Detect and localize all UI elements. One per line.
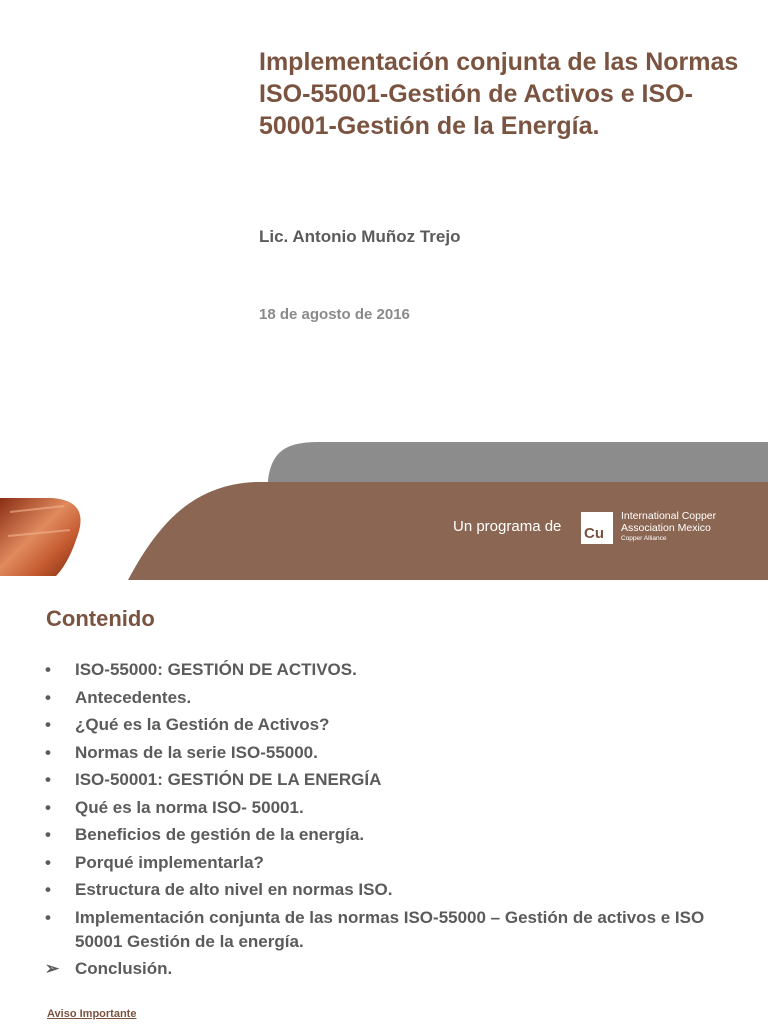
bullet-icon: • <box>45 715 51 734</box>
list-item-text: ¿Qué es la Gestión de Activos? <box>75 715 330 734</box>
bullet-icon: • <box>45 825 51 844</box>
list-item <box>45 796 735 820</box>
list-item <box>45 658 735 682</box>
org-line-1: International Copper <box>621 510 717 522</box>
org-line-2: Association Mexico <box>621 522 711 534</box>
bullet-icon: • <box>45 907 51 927</box>
contents-heading: Contenido <box>46 606 155 631</box>
copper-image <box>0 498 81 576</box>
list-item-text: Porqué implementarla? <box>75 852 264 872</box>
list-item <box>45 851 735 875</box>
list-item-text: ISO-50001: GESTIÓN DE LA ENERGÍA <box>75 770 382 789</box>
list-item <box>45 823 735 847</box>
bullet-icon: • <box>45 880 51 899</box>
list-item-text: Qué es la norma ISO- 50001. <box>75 797 304 817</box>
list-item <box>45 768 735 792</box>
list-item <box>45 686 735 710</box>
arrow-bullet-icon: ➢ <box>45 959 60 978</box>
list-item-text: ISO-55000: GESTIÓN DE ACTIVOS. <box>75 660 357 679</box>
list-item-text: Antecedentes. <box>75 687 192 707</box>
program-text: Un programa de <box>453 518 562 535</box>
list-item <box>45 957 735 981</box>
bullet-icon: • <box>45 742 51 762</box>
list-item <box>45 741 735 765</box>
contents-list <box>45 658 735 985</box>
contents-slide <box>0 584 768 1024</box>
bullet-icon: • <box>45 797 51 817</box>
presentation-title: Implementación conjunta de las Normas ISO-55001-Gestión de Activos e ISO-50001-Gestión de la Energía. <box>259 48 739 140</box>
list-item <box>45 878 735 902</box>
author-name: Lic. Antonio Muñoz Trejo <box>259 227 461 246</box>
bullet-icon: • <box>45 852 51 872</box>
bullet-icon: • <box>45 687 51 707</box>
bullet-icon: • <box>45 770 51 789</box>
org-line-3: Copper Alliance <box>621 535 667 542</box>
org-name <box>621 510 716 544</box>
list-item-text: Implementación conjunta de las normas ISO-55000 – Gestión de activos e ISO 50001 Gestión de la energía. <box>75 907 705 951</box>
list-item <box>45 713 735 737</box>
presentation-date: 18 de agosto de 2016 <box>259 306 410 323</box>
list-item-text: Conclusión. <box>75 959 173 978</box>
list-item <box>45 906 735 954</box>
list-item-text: Beneficios de gestión de la energía. <box>75 825 365 844</box>
list-item-text: Estructura de alto nivel en normas ISO. <box>75 880 393 899</box>
list-item-text: Normas de la serie ISO-55000. <box>75 742 318 762</box>
notice-link[interactable]: Aviso Importante <box>47 1008 137 1020</box>
copper-logo-icon: Cu <box>581 512 613 544</box>
bullet-icon: • <box>45 660 51 679</box>
